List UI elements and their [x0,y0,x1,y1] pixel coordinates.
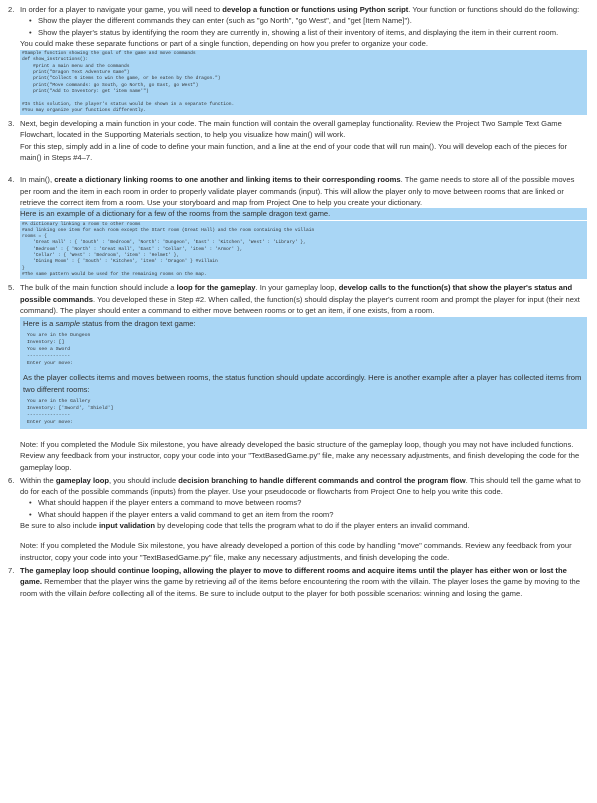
step-2 [8,4,587,116]
step-6-bullets [20,497,587,520]
step-3-text-2: For this step, simply add in a line of code to define your main function, and a line at the end of your code that will run main(). You will develop each of the pieces for main() in Steps #4–7. [20,141,568,163]
step-6-note: Note: If you completed the Module Six milestone, you have already developed a portion of this code by handling "move" commands. Review any feedback from your instructor, copy your code into your "TextBasedGame.py" file, make any necessary adjustments, and finish developing the code. [20,541,572,562]
step-number: 6. [8,475,15,485]
status-example-label: Here is a sample status from the dragon text game: [23,319,196,329]
dictionary-example-label: Here is an example of a dictionary for a few of the rooms from the sample dragon text game. [20,208,587,219]
list-item: • Show the player's status by identifying the room they are currently in, showing a list of their inventory of items, and displaying the item in their current room. [38,27,587,38]
step-number: 5. [8,283,15,293]
status-example-middle: As the player collects items and moves between rooms, the status function should update accordingly. Here is another example after a player has collected items from two different rooms: [23,373,582,394]
list-item: • What should happen if the player enters a valid command to get an item from the room? [38,509,587,520]
step-6 [8,475,587,563]
list-item: • What should happen if the player enters a command to move between rooms? [38,497,587,508]
step-2-outro: You could make these separate functions or part of a single function, depending on how you prefer to organize your code. [20,38,428,48]
step-3 [8,118,587,163]
step-6-text: Within the gameplay loop, you should include decision branching to handle different commands and control the program flow. This should tell the game what to do for each of the possible commands (inputs) from the player. Use your pseudocode or flowcharts from Project One to help you write this code. [20,475,581,497]
step-5-note: Note: If you completed the Module Six milestone, you have already developed the basic structure of the gameplay loop, though you may not have included functions. Review any feedback from your instructor, copy your code into your "TextBasedGame.py" file, make any necessary adjustments, and finish developing the code for the gameplay loop. [20,439,580,472]
step-2-intro: In order for a player to navigate your game, you will need to develop a function or functions using Python script. Your function or functions should do the following: [20,5,580,14]
code-sample-function: #Sample function showing the goal of the game and move commands def show_instructions(): #print a main menu and the commands print("Dragon Text Adventure Game") print("Collect 6 items to win the game, or be eaten by the dragon.") print("Move commands: go South, go North, go East, go West") print("Add to Inventory: get 'item name'") #In this solution, the player's status would be shown in a separate function. #You may organize your functions differently. [20,50,587,115]
step-4 [8,174,587,280]
dictionary-example-panel [20,208,587,279]
status-example-panel [20,317,587,429]
status-output-1: You are in the Dungeon Inventory: [] You see a Sword --------------- Enter your move: [27,333,91,367]
step-5 [8,282,587,473]
step-number: 7. [8,565,15,575]
step-5-text: The bulk of the main function should include a loop for the gameplay. In your gameplay loop, develop calls to the function(s) that show the player's status and possible commands. You developed these in Step #2. When called, the function(s) should display the player's current room and prompt the player for input (their next command). The player should enter a command to either move between rooms or to get an item, if one exists, from a room. [20,283,580,315]
step-number: 2. [8,5,15,14]
code-dictionary: #A dictionary linking a room to other rooms #and linking one item for each room except the Start room (Great Hall) and the room containing the villain rooms = { 'Great Hall' : { 'South' : 'Bedroom', 'North': 'Dungeon', 'East' : 'Kitchen', 'West' : 'Library' }, 'Bedroom' : { 'North' : 'Great Hall', 'East' : 'Cellar', 'item' : 'Armor' }, 'Cellar' : { 'West' : 'Bedroom', 'item' : 'Helmet' }, 'Dining Room' : { 'South' : 'Kitchen', 'item' : 'Dragon' } #villain } #The same pattern would be used for the remaining rooms on the map. [20,221,587,280]
step-3-text: Next, begin developing a main function in your code. The main function will contain the overall gameplay functionality. Review the Project Two Sample Text Game Flowchart, located in the Supporting Materials section, to help you visualize how main() will work. [20,119,562,140]
status-output-2: You are in the Gallery Inventory: ['Sword', 'Shield'] --------------- Enter your move: [27,398,114,425]
step-7 [8,565,587,599]
list-item: • Show the player the different commands they can enter (such as "go North", "go West", and "get [Item Name]"). [38,15,587,26]
step-7-text: The gameplay loop should continue looping, allowing the player to move to different rooms and acquire items until the player has either won or lost the game. Remember that the player wins the game by retrieving all of the items before encountering the room with the villain. The player loses the game by moving to the room with the villain before collecting all of the items. Be sure to include output to the player for both possible scenarios: winning and losing the game. [20,565,581,598]
step-number: 3. [8,119,15,129]
step-number: 4. [8,175,15,185]
step-2-bullets [20,15,587,38]
step-4-text: In main(), create a dictionary linking rooms to one another and linking items to their corresponding rooms. The game needs to store all of the possible moves per room and the item in each room in order to properly validate player commands (input). This will allow the player only to move between rooms that are linked or retrieve the correct item from a room. Use your storyboard and map from Project One to help you create your dictionary. [20,175,575,207]
step-6-validation: Be sure to also include input validation by developing code that tells the program what to do if the player enters an invalid command. [20,521,470,531]
